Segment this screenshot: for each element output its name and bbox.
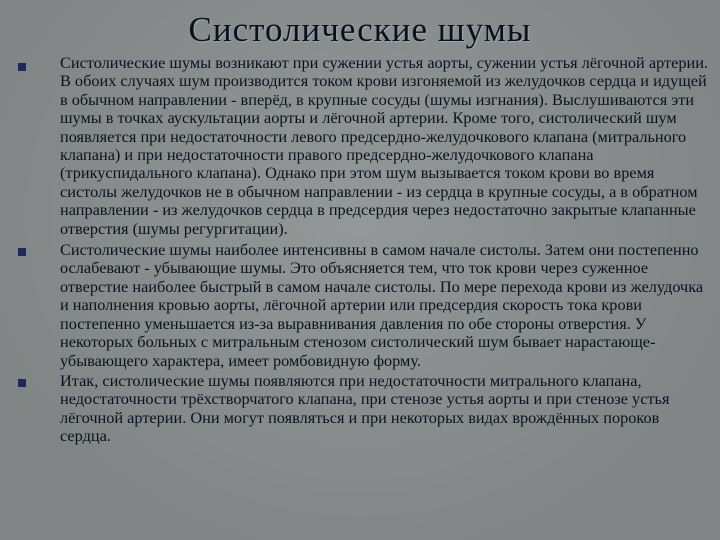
bullet-item xyxy=(18,372,708,446)
bullet-text: Систолические шумы наиболее интенсивны в самом начале систолы. Затем они постепенно ослабевают - убывающие шумы. Это объясняется тем, что ток крови через суженное отверстие наиболее быстрый в самом начале систолы. По мере перехода крови из желудочка и наполнения кровью аорты, лёгочной артерии или предсердия скорость тока крови постепенно уменьшается из-за выравнивания давления по обе стороны отверстия. У некоторых больных с митральным стенозом систолический шум бывает нарастающе-убывающего характера, имеет ромбовидную форму. xyxy=(60,240,704,370)
square-bullet-icon xyxy=(18,63,26,71)
square-bullet-icon xyxy=(18,248,26,256)
bullet-text: Систолические шумы возникают при сужении устья аорты, сужении устья лёгочной артерии. В обоих случаях шум производится током крови изгоняемой из желудочков сердца и идущей в обычном направлении - вперёд, в крупные сосуды (шумы изгнания). Выслушиваются эти шумы в точках аускультации аорты и лёгочной артерии. Кроме того, систолический шум появляется при недостаточности левого предсердно-желудочкового клапана (митрального клапана) и при недостаточности правого предсердно-желудочкового клапана (трикуспидального клапана). Однако при этом шум вызывается током крови во время систолы желудочков не в обычном направлении - из сердца в крупные сосуды, а в обратном направлении - из желудочков сердца в предсердия через недостаточно закрытые клапанные отверстия (шумы регургитации). xyxy=(60,53,708,238)
bullet-list xyxy=(18,54,708,446)
bullet-item xyxy=(18,54,708,238)
bullet-text: Итак, систолические шумы появляются при недостаточности митрального клапана, недостаточности трёхстворчатого клапана, при стенозе устья аорты и при стенозе устья лёгочной артерии. Они могут появляться и при некоторых видах врождённых пороков сердца. xyxy=(60,370,670,446)
square-bullet-icon xyxy=(18,379,26,387)
bullet-item xyxy=(18,241,708,370)
slide-title: Систолические шумы xyxy=(188,10,532,49)
